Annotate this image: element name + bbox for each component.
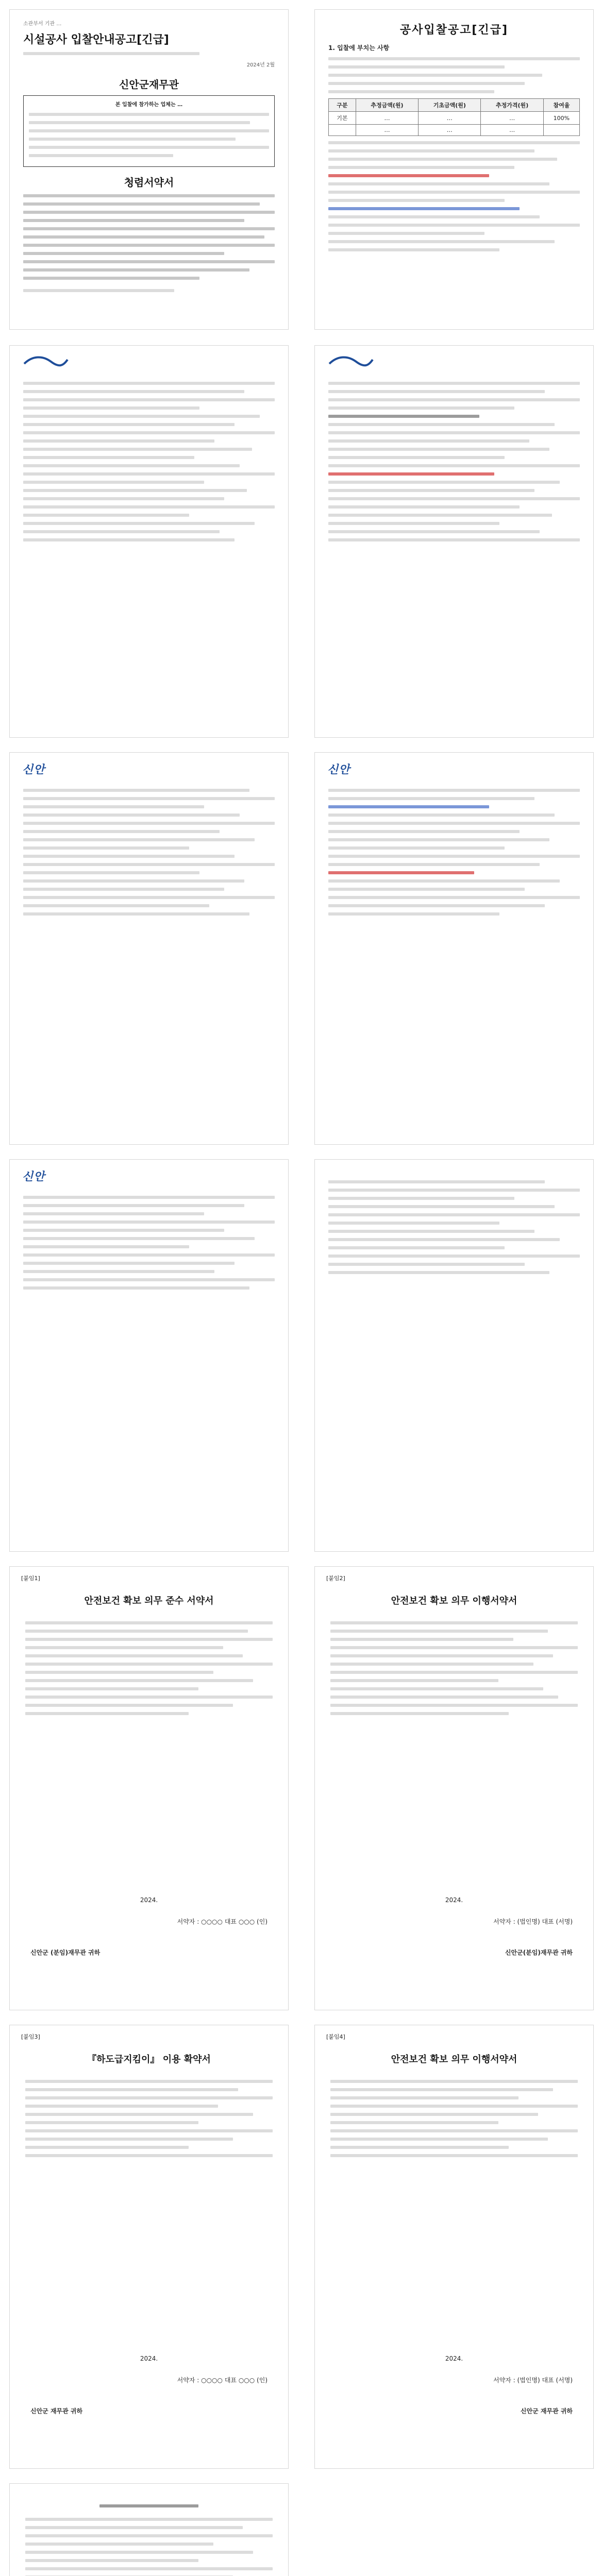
sign-date: 2024. (445, 2355, 463, 2362)
th-price: 추정가격(원) (481, 99, 543, 112)
table-row: … … … (329, 125, 580, 136)
price-table (328, 98, 580, 136)
annex-1-sheet (9, 1566, 289, 2010)
annex-title: 안전보건 확보 의무 준수 서약서 (84, 1596, 214, 1606)
annex-title: 안전보건 확보 의무 이행서약서 (391, 2054, 517, 2065)
recipient: 신안군(분임)재무관 귀하 (505, 1949, 573, 1956)
signer: 서약자 : (법인명) 대표 (서명) (493, 2377, 573, 2384)
doc-sheet-2 (314, 9, 594, 330)
table-row: 기본 … … … 100% (329, 112, 580, 125)
annex-3-sheet (9, 2025, 289, 2469)
annex-label: [붙임1] (21, 1575, 40, 1582)
sign-date: 2024. (140, 1896, 158, 1904)
rule-sub: 본 입찰에 참가하는 업체는 … (115, 102, 183, 108)
signer: 서약자 : ○○○○ 대표 ○○○ (인) (177, 1918, 267, 1925)
th-type: 구분 (329, 99, 356, 112)
recipient: 신안군 재무관 귀하 (520, 2408, 573, 2415)
annex-2-sheet (314, 1566, 594, 2010)
final-sheet (9, 2483, 289, 2576)
recipient: 신안군 재무관 귀하 (30, 2408, 83, 2415)
annex-title: 안전보건 확보 의무 이행서약서 (391, 1596, 517, 1606)
top-note: 소관부서 기관 … (23, 21, 62, 27)
doc-sheet-7 (9, 1159, 289, 1552)
rule-heading: 청렴서약서 (124, 176, 174, 189)
sign-date: 2024. (140, 2355, 158, 2362)
shinan-logo: 신안 (22, 1170, 45, 1183)
doc-sheet-7b (314, 1159, 594, 1552)
shinan-logo (22, 354, 69, 368)
shinan-logo (327, 354, 374, 368)
annex-title: 『하도급지킴이』 이용 확약서 (87, 2054, 211, 2065)
th-base: 기초금액(원) (419, 99, 481, 112)
th-rate: 참여율 (543, 99, 579, 112)
th-est: 추정금액(원) (356, 99, 418, 112)
signer: 서약자 : (법인명) 대표 (서명) (493, 1918, 573, 1925)
annex-label: [붙임4] (326, 2033, 345, 2040)
annex-label: [붙임2] (326, 1575, 345, 1582)
notice-title-2: 공사입찰공고[긴급] (399, 24, 509, 37)
section-1: 1. 입찰에 부치는 사항 (328, 44, 390, 52)
signer: 서약자 : ○○○○ 대표 ○○○ (인) (177, 2377, 267, 2384)
doc-sheet-4 (314, 345, 594, 738)
shinan-logo: 신안 (327, 763, 350, 776)
annex-4-sheet (314, 2025, 594, 2469)
org-title: 신안군재무관 (119, 78, 179, 91)
recipient: 신안군 (분임)재무관 귀하 (30, 1949, 101, 1956)
doc-sheet-3 (9, 345, 289, 738)
doc-sheet-1 (9, 9, 289, 330)
annex-label: [붙임3] (21, 2033, 40, 2040)
notice-date: 2024년 2월 (246, 62, 275, 68)
notice-title: 시설공사 입찰안내공고[긴급] (23, 33, 169, 46)
shinan-logo: 신안 (22, 763, 45, 776)
sign-date: 2024. (445, 1896, 463, 1904)
doc-sheet-6 (314, 752, 594, 1145)
doc-sheet-5 (9, 752, 289, 1145)
